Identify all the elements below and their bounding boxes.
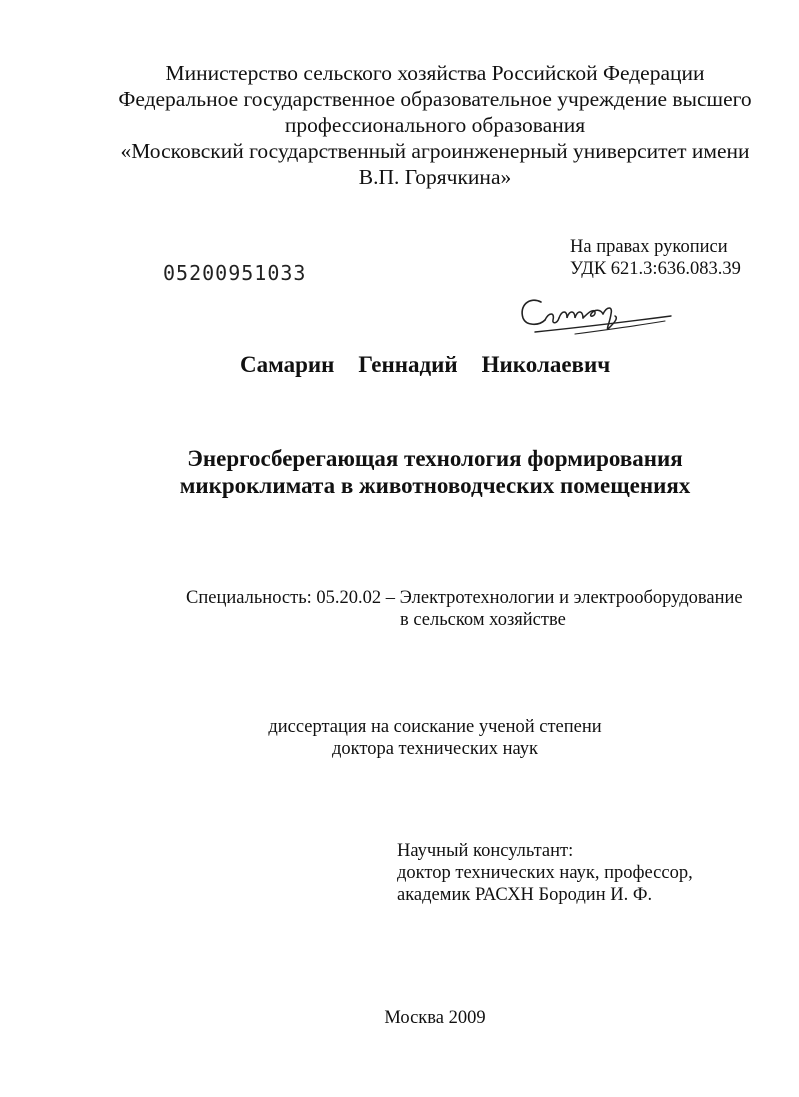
udk-code: УДК 621.3:636.083.39 xyxy=(570,259,741,279)
specialty-block xyxy=(186,587,743,631)
title-line-1: Энергосберегающая технология формирования xyxy=(187,446,683,471)
university-name-line-2: В.П. Горячкина» xyxy=(358,165,512,189)
city-year: Москва 2009 xyxy=(384,1008,486,1028)
degree-line-2: доктора технических наук xyxy=(331,739,539,759)
institution-type-line: Федеральное государственное образовательное учреждение высшего xyxy=(118,87,752,111)
advisor-label: Научный консультант: xyxy=(397,841,574,861)
specialty-line-1: Специальность: 05.20.02 – Электротехнологии и электрооборудование xyxy=(186,588,743,608)
author-surname: Самарин xyxy=(240,352,335,377)
author-name xyxy=(240,352,610,378)
title-line-2: микроклимата в животноводческих помещениях xyxy=(179,473,691,498)
dissertation-title xyxy=(100,445,770,499)
advisor-name: академик РАСХН Бородин И. Ф. xyxy=(397,885,653,905)
degree-block xyxy=(200,716,670,760)
manuscript-label: На правах рукописи xyxy=(570,237,728,257)
ministry-line: Министерство сельского хозяйства Российской Федерации xyxy=(165,61,705,85)
advisor-degree: доктор технических наук, профессор, xyxy=(397,863,693,883)
degree-line-1: диссертация на соискание ученой степени xyxy=(268,717,602,737)
archive-code: 05200951033 xyxy=(163,261,307,285)
scientific-advisor-block xyxy=(397,840,693,906)
institution-header xyxy=(100,60,770,190)
author-first-name: Геннадий xyxy=(358,352,458,377)
university-name-line: «Московский государственный агроинженерный университет имени xyxy=(120,139,750,163)
manuscript-rights-block xyxy=(570,236,741,280)
author-patronymic: Николаевич xyxy=(481,352,611,377)
handwritten-signature xyxy=(515,288,675,338)
specialty-line-2: в сельском хозяйстве xyxy=(400,610,566,630)
institution-type-line-2: профессионального образования xyxy=(284,113,586,137)
